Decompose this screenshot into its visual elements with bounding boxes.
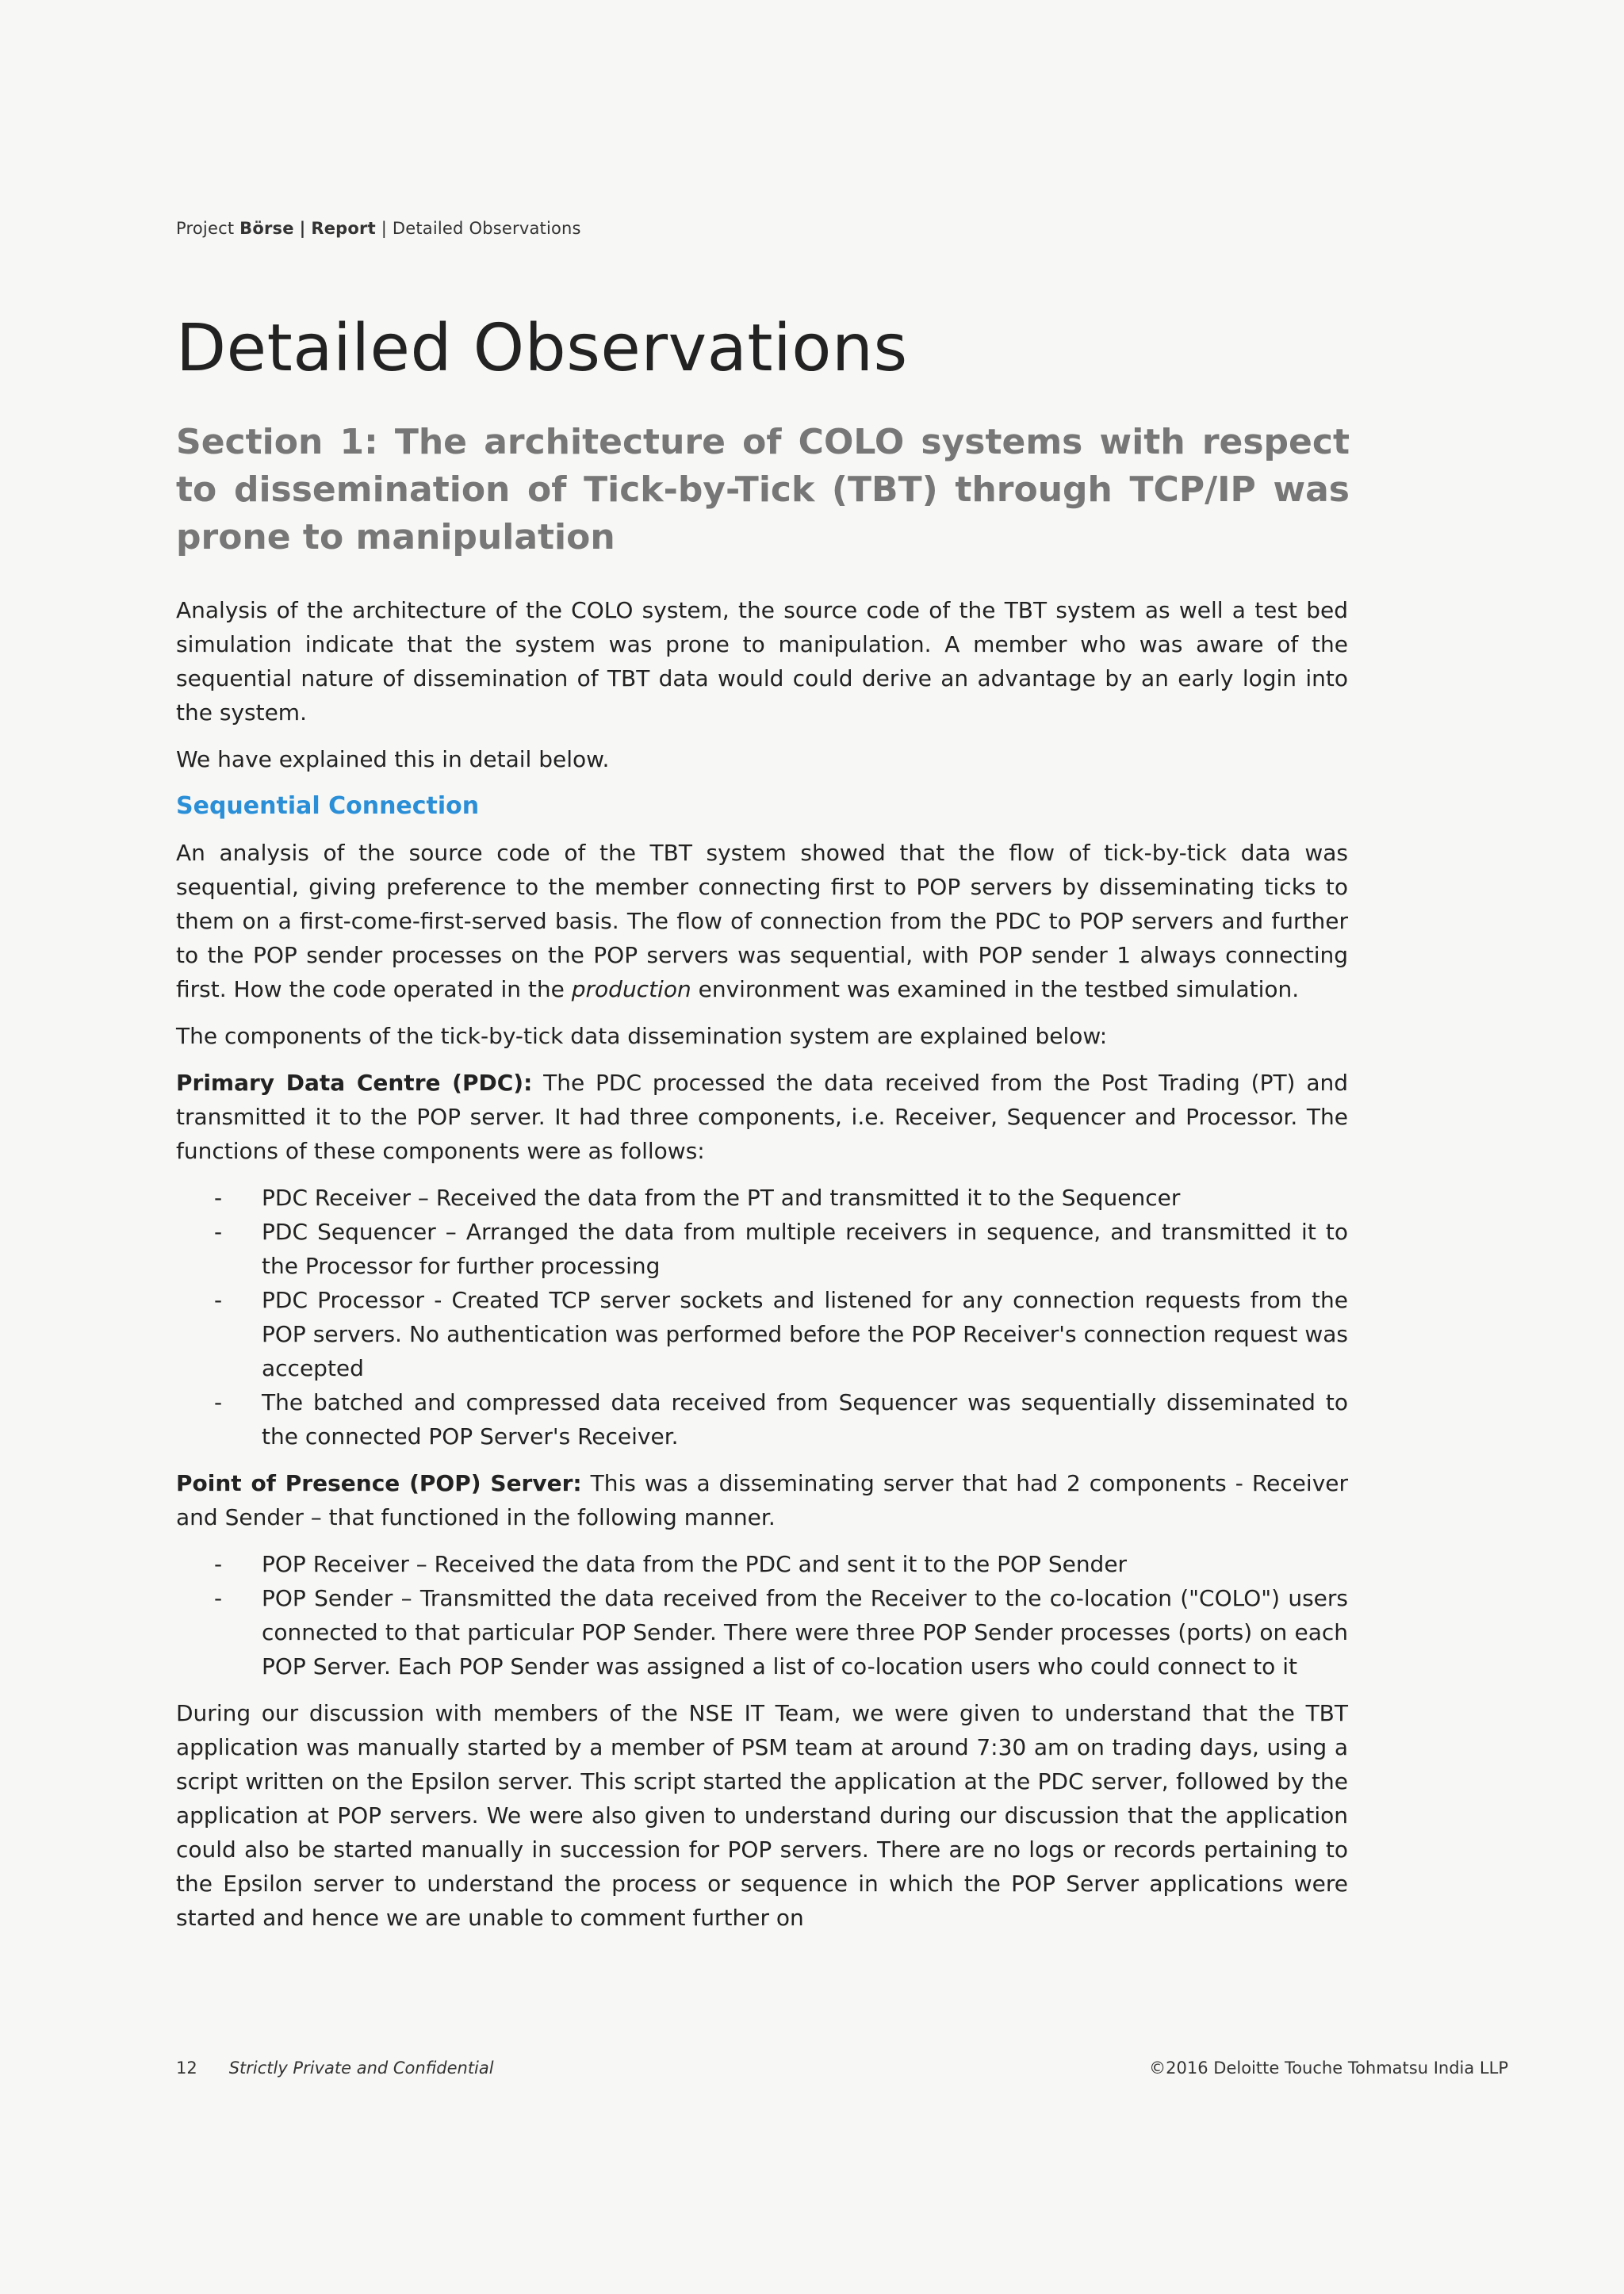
confidentiality-note: Strictly Private and Confidential xyxy=(228,2058,494,2078)
pdc-list xyxy=(176,1181,1348,1453)
pop-paragraph xyxy=(176,1466,1348,1534)
analysis-text-1: An analysis of the source code of the TBT system showed that the flow of tick-by-tick data was sequential, giving preference to the member connecting first to POP servers by disseminating ticks to them on a first-come-first-served basis. The flow of connection from the PDC to POP servers and further to the POP sender processes on the POP servers was sequential, with POP sender 1 always connecting first. How the code operated in the xyxy=(176,840,1348,1002)
header-separator-1: | xyxy=(299,219,306,238)
pop-text: This was a disseminating server that had 2 components - Receiver and Sender – that functioned in the following manner. xyxy=(176,1470,1348,1530)
running-header xyxy=(176,219,581,238)
header-separator-2: | xyxy=(381,219,387,238)
page-number: 12 xyxy=(176,2058,197,2078)
page-title: Detailed Observations xyxy=(176,311,908,386)
list-item: - PDC Sequencer – Arranged the data from multiple receivers in sequence, and transmitted it to the Processor for further processing xyxy=(262,1215,1348,1283)
discussion-paragraph: During our discussion with members of the NSE IT Team, we were given to understand that the TBT application was manually started by a member of PSM team at around 7:30 am on trading days, using a script written on the Epsilon server. This script started the application at the PDC server, followed by the application at POP servers. We were also given to understand during our discussion that the application could also be started manually in succession for POP servers. There are no logs or records pertaining to the Epsilon server to understand the process or sequence in which the POP Server applications were started and hence we are unable to comment further on xyxy=(176,1700,1348,1931)
components-paragraph: The components of the tick-by-tick data dissemination system are explained below: xyxy=(176,1023,1108,1049)
section-title: Section 1: The architecture of COLO systems with respect to dissemination of Tick-by-Tick (TBT) through TCP/IP was prone to manipulation xyxy=(176,422,1350,557)
analysis-paragraph xyxy=(176,836,1348,1006)
list-item: - PDC Receiver – Received the data from the PT and transmitted it to the Sequencer xyxy=(262,1181,1348,1215)
header-project-prefix: Project xyxy=(176,219,235,238)
copyright-notice: ©2016 Deloitte Touche Tohmatsu India LLP xyxy=(1149,2058,1508,2078)
header-project-name: Börse xyxy=(239,219,294,238)
list-item: - POP Receiver – Received the data from the PDC and sent it to the POP Sender xyxy=(262,1547,1348,1581)
header-report: Report xyxy=(311,219,376,238)
explained-paragraph: We have explained this in detail below. xyxy=(176,746,610,772)
subheading-sequential-connection: Sequential Connection xyxy=(176,792,480,820)
list-item: - PDC Processor - Created TCP server sockets and listened for any connection requests from the POP servers. No authentication was performed before the POP Receiver's connection request was accepted xyxy=(262,1283,1348,1385)
analysis-emphasis: production xyxy=(571,976,691,1002)
list-item: - POP Sender – Transmitted the data received from the Receiver to the co-location ("COLO") users connected to that particular POP Sender. There were three POP Sender processes (ports) on each POP Server. Each POP Sender was assigned a list of co-location users who could connect to it xyxy=(262,1581,1348,1683)
pdc-lead: Primary Data Centre (PDC): xyxy=(176,1070,533,1096)
list-item: - The batched and compressed data received from Sequencer was sequentially disseminated to the connected POP Server's Receiver. xyxy=(262,1385,1348,1453)
body-text xyxy=(176,593,1348,1947)
pop-lead: Point of Presence (POP) Server: xyxy=(176,1470,582,1496)
analysis-text-2: environment was examined in the testbed simulation. xyxy=(691,976,1300,1002)
header-section: Detailed Observations xyxy=(392,219,581,238)
pdc-paragraph xyxy=(176,1066,1348,1168)
pdc-text: The PDC processed the data received from the Post Trading (PT) and transmitted it to the POP server. It had three components, i.e. Receiver, Sequencer and Processor. The functions of these components were as follows: xyxy=(176,1070,1348,1164)
intro-paragraph: Analysis of the architecture of the COLO system, the source code of the TBT system as well a test bed simulation indicate that the system was prone to manipulation. A member who was aware of the sequential nature of dissemination of TBT data would could derive an advantage by an early login into the system. xyxy=(176,597,1348,726)
pop-list xyxy=(176,1547,1348,1683)
page-footer xyxy=(176,2058,1508,2078)
